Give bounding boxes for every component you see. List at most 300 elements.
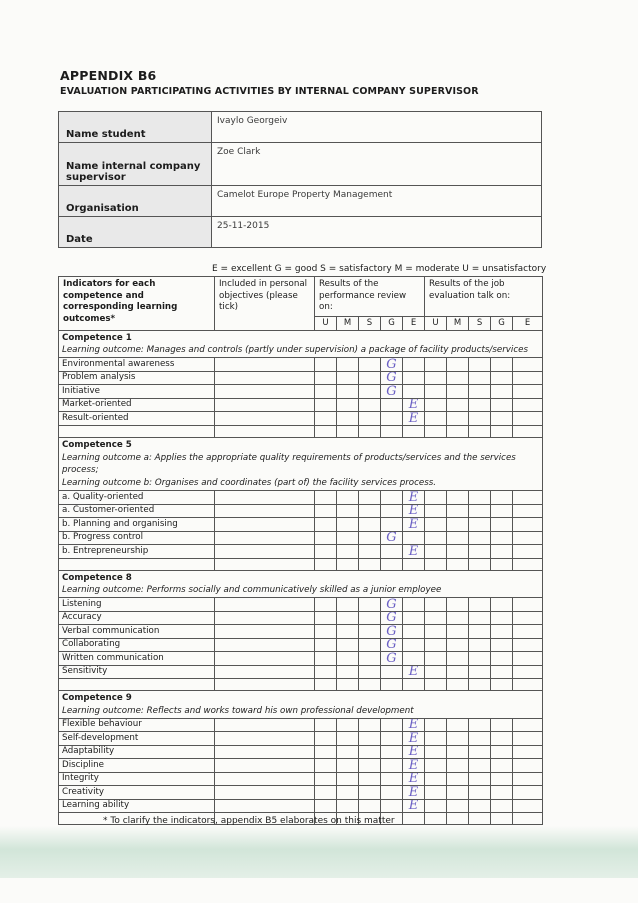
job-evaluation-grade-cell[interactable] — [425, 371, 447, 385]
performance-grade-cell[interactable] — [381, 759, 403, 773]
competence-title-row — [59, 691, 543, 705]
job-evaluation-grade-cell[interactable] — [513, 799, 543, 813]
performance-grade-cell[interactable] — [359, 371, 381, 385]
performance-grade-cell[interactable] — [337, 598, 359, 612]
job-evaluation-grade-cell[interactable] — [491, 732, 513, 746]
performance-grade-cell[interactable] — [337, 732, 359, 746]
personal-objective-checkbox[interactable] — [215, 718, 315, 732]
job-evaluation-grade-cell[interactable] — [447, 799, 469, 813]
performance-grade-mark[interactable]: E — [403, 398, 425, 412]
performance-grade-cell[interactable] — [359, 545, 381, 559]
personal-objective-checkbox[interactable] — [215, 385, 315, 399]
empty-cell — [359, 425, 381, 437]
performance-grade-cell[interactable] — [337, 638, 359, 652]
footnote: * To clarify the indicators, appendix B5 elaborates on this matter — [103, 816, 395, 826]
job-evaluation-grade-cell[interactable] — [447, 759, 469, 773]
performance-grade-cell[interactable] — [359, 385, 381, 399]
job-evaluation-grade-cell[interactable] — [469, 611, 491, 625]
job-evaluation-grade-cell[interactable] — [491, 371, 513, 385]
performance-grade-cell[interactable] — [403, 531, 425, 545]
empty-cell — [513, 813, 543, 825]
job-evaluation-grade-cell[interactable] — [469, 772, 491, 786]
performance-grade-mark[interactable]: G — [381, 652, 403, 666]
job-evaluation-grade-cell[interactable] — [513, 371, 543, 385]
job-evaluation-grade-cell[interactable] — [469, 759, 491, 773]
job-evaluation-grade-cell[interactable] — [513, 759, 543, 773]
job-evaluation-header: Results of the job evaluation talk on: — [425, 277, 543, 317]
performance-grade-cell[interactable] — [381, 545, 403, 559]
performance-grade-mark[interactable]: E — [403, 772, 425, 786]
job-evaluation-grade-cell[interactable] — [469, 718, 491, 732]
job-evaluation-grade-cell[interactable] — [469, 398, 491, 412]
performance-grade-cell[interactable] — [337, 518, 359, 532]
personal-objective-checkbox[interactable] — [215, 665, 315, 679]
job-evaluation-grade-cell[interactable] — [491, 759, 513, 773]
job-evaluation-grade-cell[interactable] — [513, 504, 543, 518]
indicator-row — [59, 786, 543, 800]
job-evaluation-grade-cell[interactable] — [425, 665, 447, 679]
job-evaluation-grade-cell[interactable] — [491, 598, 513, 612]
performance-grade-cell[interactable] — [315, 518, 337, 532]
performance-grade-cell[interactable] — [337, 718, 359, 732]
performance-grade-cell[interactable] — [381, 491, 403, 505]
performance-grade-cell[interactable] — [337, 625, 359, 639]
personal-objective-checkbox[interactable] — [215, 625, 315, 639]
job-evaluation-grade-cell[interactable] — [513, 518, 543, 532]
performance-grade-cell[interactable] — [381, 665, 403, 679]
performance-grade-cell[interactable] — [403, 385, 425, 399]
job-evaluation-grade-cell[interactable] — [513, 398, 543, 412]
personal-objective-checkbox[interactable] — [215, 504, 315, 518]
personal-objective-checkbox[interactable] — [215, 491, 315, 505]
job-evaluation-grade-cell[interactable] — [513, 358, 543, 372]
job-evaluation-grade-cell[interactable] — [425, 611, 447, 625]
performance-grade-mark[interactable]: E — [403, 759, 425, 773]
performance-grade-cell[interactable] — [315, 545, 337, 559]
job-evaluation-grade-cell[interactable] — [491, 625, 513, 639]
performance-grade-cell[interactable] — [381, 732, 403, 746]
performance-grade-mark[interactable]: E — [403, 412, 425, 426]
indicator-row — [59, 398, 543, 412]
job-evaluation-grade-cell[interactable] — [491, 665, 513, 679]
performance-grade-cell[interactable] — [359, 491, 381, 505]
performance-grade-mark[interactable]: E — [403, 665, 425, 679]
job-evaluation-grade-cell[interactable] — [491, 799, 513, 813]
performance-grade-cell[interactable] — [315, 598, 337, 612]
job-evaluation-grade-cell[interactable] — [425, 772, 447, 786]
personal-objective-checkbox[interactable] — [215, 358, 315, 372]
job-evaluation-grade-cell[interactable] — [447, 385, 469, 399]
indicator-row — [59, 718, 543, 732]
performance-grade-cell[interactable] — [359, 665, 381, 679]
performance-grade-cell[interactable] — [337, 545, 359, 559]
job-evaluation-grade-cell[interactable] — [447, 518, 469, 532]
performance-grade-cell[interactable] — [359, 598, 381, 612]
job-evaluation-grade-cell[interactable] — [469, 518, 491, 532]
job-evaluation-grade-cell[interactable] — [425, 518, 447, 532]
job-evaluation-grade-cell[interactable] — [513, 491, 543, 505]
performance-grade-cell[interactable] — [315, 772, 337, 786]
job-evaluation-grade-cell[interactable] — [491, 385, 513, 399]
grade-letter-header: G — [381, 317, 403, 331]
performance-grade-cell[interactable] — [337, 652, 359, 666]
performance-grade-cell[interactable] — [337, 745, 359, 759]
performance-grade-cell[interactable] — [359, 772, 381, 786]
personal-objective-checkbox[interactable] — [215, 652, 315, 666]
job-evaluation-grade-cell[interactable] — [469, 625, 491, 639]
performance-grade-cell[interactable] — [381, 799, 403, 813]
job-evaluation-grade-cell[interactable] — [425, 398, 447, 412]
empty-cell — [469, 679, 491, 691]
job-evaluation-grade-cell[interactable] — [447, 598, 469, 612]
performance-grade-mark[interactable]: E — [403, 491, 425, 505]
performance-grade-cell[interactable] — [359, 759, 381, 773]
performance-grade-cell[interactable] — [315, 759, 337, 773]
job-evaluation-grade-cell[interactable] — [469, 545, 491, 559]
job-evaluation-grade-cell[interactable] — [425, 504, 447, 518]
performance-grade-cell[interactable] — [337, 504, 359, 518]
job-evaluation-grade-cell[interactable] — [447, 786, 469, 800]
job-evaluation-grade-cell[interactable] — [513, 652, 543, 666]
performance-grade-cell[interactable] — [337, 412, 359, 426]
job-evaluation-grade-cell[interactable] — [447, 371, 469, 385]
personal-objective-checkbox[interactable] — [215, 799, 315, 813]
job-evaluation-grade-cell[interactable] — [513, 625, 543, 639]
performance-grade-cell[interactable] — [337, 799, 359, 813]
job-evaluation-grade-cell[interactable] — [491, 398, 513, 412]
performance-grade-cell[interactable] — [337, 491, 359, 505]
job-evaluation-grade-cell[interactable] — [513, 772, 543, 786]
performance-grade-cell[interactable] — [315, 371, 337, 385]
performance-grade-cell[interactable] — [359, 638, 381, 652]
performance-grade-cell[interactable] — [315, 358, 337, 372]
job-evaluation-grade-cell[interactable] — [469, 491, 491, 505]
job-evaluation-grade-cell[interactable] — [447, 718, 469, 732]
personal-objective-checkbox[interactable] — [215, 638, 315, 652]
job-evaluation-grade-cell[interactable] — [491, 491, 513, 505]
job-evaluation-grade-cell[interactable] — [447, 745, 469, 759]
performance-grade-mark[interactable]: G — [381, 531, 403, 545]
personal-objective-checkbox[interactable] — [215, 598, 315, 612]
indicator-row — [59, 652, 543, 666]
personal-objective-checkbox[interactable] — [215, 545, 315, 559]
learning-outcome-row — [59, 584, 543, 598]
learning-outcome-row — [59, 344, 543, 358]
job-evaluation-grade-cell[interactable] — [513, 611, 543, 625]
performance-grade-cell[interactable] — [337, 385, 359, 399]
indicator-name: Creativity — [59, 786, 215, 800]
performance-grade-cell[interactable] — [315, 665, 337, 679]
job-evaluation-grade-cell[interactable] — [469, 799, 491, 813]
performance-grade-cell[interactable] — [403, 371, 425, 385]
job-evaluation-grade-cell[interactable] — [469, 745, 491, 759]
performance-grade-mark[interactable]: G — [381, 598, 403, 612]
performance-grade-cell[interactable] — [359, 732, 381, 746]
personal-objective-checkbox[interactable] — [215, 412, 315, 426]
performance-grade-cell[interactable] — [381, 398, 403, 412]
job-evaluation-grade-cell[interactable] — [447, 412, 469, 426]
performance-grade-cell[interactable] — [315, 732, 337, 746]
empty-cell — [315, 425, 337, 437]
performance-grade-cell[interactable] — [337, 531, 359, 545]
performance-grade-cell[interactable] — [403, 652, 425, 666]
performance-grade-cell[interactable] — [359, 358, 381, 372]
job-evaluation-grade-cell[interactable] — [447, 652, 469, 666]
performance-grade-cell[interactable] — [315, 638, 337, 652]
performance-grade-cell[interactable] — [359, 799, 381, 813]
performance-grade-cell[interactable] — [359, 518, 381, 532]
job-evaluation-grade-cell[interactable] — [491, 718, 513, 732]
performance-grade-cell[interactable] — [359, 504, 381, 518]
job-evaluation-grade-cell[interactable] — [491, 772, 513, 786]
performance-grade-cell[interactable] — [315, 625, 337, 639]
job-evaluation-grade-cell[interactable] — [447, 491, 469, 505]
personal-objective-checkbox[interactable] — [215, 786, 315, 800]
job-evaluation-grade-cell[interactable] — [491, 652, 513, 666]
job-evaluation-grade-cell[interactable] — [513, 732, 543, 746]
job-evaluation-grade-cell[interactable] — [447, 772, 469, 786]
job-evaluation-grade-cell[interactable] — [491, 358, 513, 372]
competence-title-row — [59, 330, 543, 344]
indicator-name: Self-development — [59, 732, 215, 746]
performance-grade-cell[interactable] — [359, 652, 381, 666]
performance-grade-mark[interactable]: E — [403, 786, 425, 800]
performance-grade-cell[interactable] — [337, 786, 359, 800]
job-evaluation-grade-cell[interactable] — [491, 518, 513, 532]
performance-grade-mark[interactable]: E — [403, 518, 425, 532]
performance-grade-mark[interactable]: G — [381, 638, 403, 652]
performance-grade-cell[interactable] — [337, 611, 359, 625]
performance-grade-cell[interactable] — [359, 718, 381, 732]
job-evaluation-grade-cell[interactable] — [447, 625, 469, 639]
job-evaluation-grade-cell[interactable] — [469, 412, 491, 426]
performance-grade-cell[interactable] — [315, 504, 337, 518]
job-evaluation-grade-cell[interactable] — [513, 665, 543, 679]
empty-cell — [403, 558, 425, 570]
empty-cell — [315, 679, 337, 691]
performance-grade-cell[interactable] — [403, 625, 425, 639]
personal-objectives-header: Included in personal objectives (please tick) — [215, 277, 315, 331]
job-evaluation-grade-cell[interactable] — [513, 531, 543, 545]
job-evaluation-grade-cell[interactable] — [425, 531, 447, 545]
personal-objective-checkbox[interactable] — [215, 745, 315, 759]
empty-cell — [215, 679, 315, 691]
performance-grade-cell[interactable] — [359, 531, 381, 545]
job-evaluation-grade-cell[interactable] — [513, 385, 543, 399]
performance-grade-cell[interactable] — [337, 772, 359, 786]
scan-stripe — [0, 826, 638, 878]
performance-grade-cell[interactable] — [315, 745, 337, 759]
empty-cell — [381, 679, 403, 691]
indicator-name: Verbal communication — [59, 625, 215, 639]
job-evaluation-grade-cell[interactable] — [491, 745, 513, 759]
job-evaluation-grade-cell[interactable] — [513, 745, 543, 759]
performance-grade-cell[interactable] — [315, 385, 337, 399]
job-evaluation-grade-cell[interactable] — [447, 732, 469, 746]
job-evaluation-grade-cell[interactable] — [425, 598, 447, 612]
performance-grade-cell[interactable] — [337, 759, 359, 773]
job-evaluation-grade-cell[interactable] — [447, 398, 469, 412]
personal-objective-checkbox[interactable] — [215, 759, 315, 773]
job-evaluation-grade-cell[interactable] — [425, 652, 447, 666]
learning-outcome-row — [59, 451, 543, 477]
job-evaluation-grade-cell[interactable] — [425, 732, 447, 746]
performance-grade-cell[interactable] — [337, 665, 359, 679]
indicator-name: Environmental awareness — [59, 358, 215, 372]
personal-objective-checkbox[interactable] — [215, 398, 315, 412]
job-evaluation-grade-cell[interactable] — [447, 504, 469, 518]
performance-grade-cell[interactable] — [337, 371, 359, 385]
job-evaluation-grade-cell[interactable] — [425, 545, 447, 559]
empty-cell — [337, 425, 359, 437]
job-evaluation-grade-cell[interactable] — [513, 718, 543, 732]
job-evaluation-grade-cell[interactable] — [425, 718, 447, 732]
performance-grade-cell[interactable] — [315, 611, 337, 625]
performance-grade-cell[interactable] — [403, 598, 425, 612]
indicator-name: Market-oriented — [59, 398, 215, 412]
personal-objective-checkbox[interactable] — [215, 611, 315, 625]
performance-grade-cell[interactable] — [359, 625, 381, 639]
performance-grade-mark[interactable]: E — [403, 545, 425, 559]
performance-grade-cell[interactable] — [359, 412, 381, 426]
competence-title: Competence 1 — [59, 330, 543, 344]
performance-grade-cell[interactable] — [359, 398, 381, 412]
performance-grade-cell[interactable] — [315, 718, 337, 732]
performance-grade-cell[interactable] — [381, 718, 403, 732]
job-evaluation-grade-cell[interactable] — [513, 638, 543, 652]
job-evaluation-grade-cell[interactable] — [491, 545, 513, 559]
job-evaluation-grade-cell[interactable] — [447, 611, 469, 625]
job-evaluation-grade-cell[interactable] — [447, 665, 469, 679]
performance-grade-cell[interactable] — [315, 398, 337, 412]
performance-grade-cell[interactable] — [337, 398, 359, 412]
job-evaluation-grade-cell[interactable] — [491, 786, 513, 800]
job-evaluation-grade-cell[interactable] — [491, 412, 513, 426]
indicator-name: Result-oriented — [59, 412, 215, 426]
job-evaluation-grade-cell[interactable] — [469, 371, 491, 385]
personal-objective-checkbox[interactable] — [215, 772, 315, 786]
job-evaluation-grade-cell[interactable] — [513, 598, 543, 612]
performance-grade-cell[interactable] — [381, 745, 403, 759]
job-evaluation-grade-cell[interactable] — [447, 545, 469, 559]
job-evaluation-grade-cell[interactable] — [469, 598, 491, 612]
job-evaluation-grade-cell[interactable] — [447, 358, 469, 372]
personal-objective-checkbox[interactable] — [215, 371, 315, 385]
grade-letter-header: E — [403, 317, 425, 331]
empty-cell — [337, 558, 359, 570]
performance-grade-cell[interactable] — [381, 772, 403, 786]
performance-grade-cell[interactable] — [359, 786, 381, 800]
performance-grade-cell[interactable] — [381, 504, 403, 518]
job-evaluation-grade-cell[interactable] — [513, 412, 543, 426]
info-row — [59, 216, 542, 247]
indicator-name: Written communication — [59, 652, 215, 666]
empty-cell — [491, 425, 513, 437]
job-evaluation-grade-cell[interactable] — [469, 358, 491, 372]
performance-grade-cell[interactable] — [381, 518, 403, 532]
job-evaluation-grade-cell[interactable] — [491, 531, 513, 545]
personal-objective-checkbox[interactable] — [215, 518, 315, 532]
performance-grade-mark[interactable]: G — [381, 358, 403, 372]
performance-grade-cell[interactable] — [403, 638, 425, 652]
indicator-row — [59, 799, 543, 813]
grade-letter-header: S — [359, 317, 381, 331]
job-evaluation-grade-cell[interactable] — [425, 799, 447, 813]
performance-grade-cell[interactable] — [315, 799, 337, 813]
performance-grade-mark[interactable]: G — [381, 385, 403, 399]
job-evaluation-grade-cell[interactable] — [469, 638, 491, 652]
performance-grade-cell[interactable] — [403, 611, 425, 625]
indicator-row — [59, 531, 543, 545]
job-evaluation-grade-cell[interactable] — [447, 531, 469, 545]
job-evaluation-grade-cell[interactable] — [425, 412, 447, 426]
performance-grade-mark[interactable]: E — [403, 718, 425, 732]
personal-objective-checkbox[interactable] — [215, 732, 315, 746]
performance-grade-cell[interactable] — [315, 531, 337, 545]
indicator-row — [59, 545, 543, 559]
performance-grade-cell[interactable] — [381, 786, 403, 800]
job-evaluation-grade-cell[interactable] — [425, 491, 447, 505]
job-evaluation-grade-cell[interactable] — [491, 638, 513, 652]
job-evaluation-grade-cell[interactable] — [469, 531, 491, 545]
performance-grade-mark[interactable]: G — [381, 625, 403, 639]
job-evaluation-grade-cell[interactable] — [425, 745, 447, 759]
performance-grade-cell[interactable] — [315, 491, 337, 505]
job-evaluation-grade-cell[interactable] — [513, 545, 543, 559]
performance-grade-mark[interactable]: E — [403, 504, 425, 518]
performance-grade-cell[interactable] — [337, 358, 359, 372]
performance-grade-cell[interactable] — [381, 412, 403, 426]
job-evaluation-grade-cell[interactable] — [425, 638, 447, 652]
job-evaluation-grade-cell[interactable] — [425, 385, 447, 399]
job-evaluation-grade-cell[interactable] — [491, 504, 513, 518]
indicators-header: Indicators for each competence and corresponding learning outcomes* — [59, 277, 215, 331]
spacer-row — [59, 558, 543, 570]
job-evaluation-grade-cell[interactable] — [469, 732, 491, 746]
job-evaluation-grade-cell[interactable] — [447, 638, 469, 652]
job-evaluation-grade-cell[interactable] — [469, 504, 491, 518]
grading-legend: E = excellent G = good S = satisfactory M = moderate U = unsatisfactory — [212, 264, 547, 274]
performance-grade-mark[interactable]: E — [403, 799, 425, 813]
job-evaluation-grade-cell[interactable] — [425, 358, 447, 372]
indicator-name: b. Progress control — [59, 531, 215, 545]
performance-grade-mark[interactable]: E — [403, 745, 425, 759]
performance-grade-cell[interactable] — [315, 412, 337, 426]
performance-grade-mark[interactable]: G — [381, 611, 403, 625]
performance-grade-cell[interactable] — [315, 652, 337, 666]
performance-grade-cell[interactable] — [403, 358, 425, 372]
indicator-row — [59, 358, 543, 372]
performance-grade-cell[interactable] — [315, 786, 337, 800]
competence-title-row — [59, 570, 543, 584]
job-evaluation-grade-cell[interactable] — [425, 625, 447, 639]
performance-grade-mark[interactable]: G — [381, 371, 403, 385]
job-evaluation-grade-cell[interactable] — [469, 665, 491, 679]
job-evaluation-grade-cell[interactable] — [491, 611, 513, 625]
performance-grade-mark[interactable]: E — [403, 732, 425, 746]
spacer-row — [59, 425, 543, 437]
performance-grade-cell[interactable] — [359, 611, 381, 625]
job-evaluation-grade-cell[interactable] — [425, 759, 447, 773]
job-evaluation-grade-cell[interactable] — [469, 385, 491, 399]
job-evaluation-grade-cell[interactable] — [469, 652, 491, 666]
job-evaluation-grade-cell[interactable] — [469, 786, 491, 800]
job-evaluation-grade-cell[interactable] — [425, 786, 447, 800]
personal-objective-checkbox[interactable] — [215, 531, 315, 545]
info-row — [59, 185, 542, 216]
performance-grade-cell[interactable] — [359, 745, 381, 759]
job-evaluation-grade-cell[interactable] — [513, 786, 543, 800]
